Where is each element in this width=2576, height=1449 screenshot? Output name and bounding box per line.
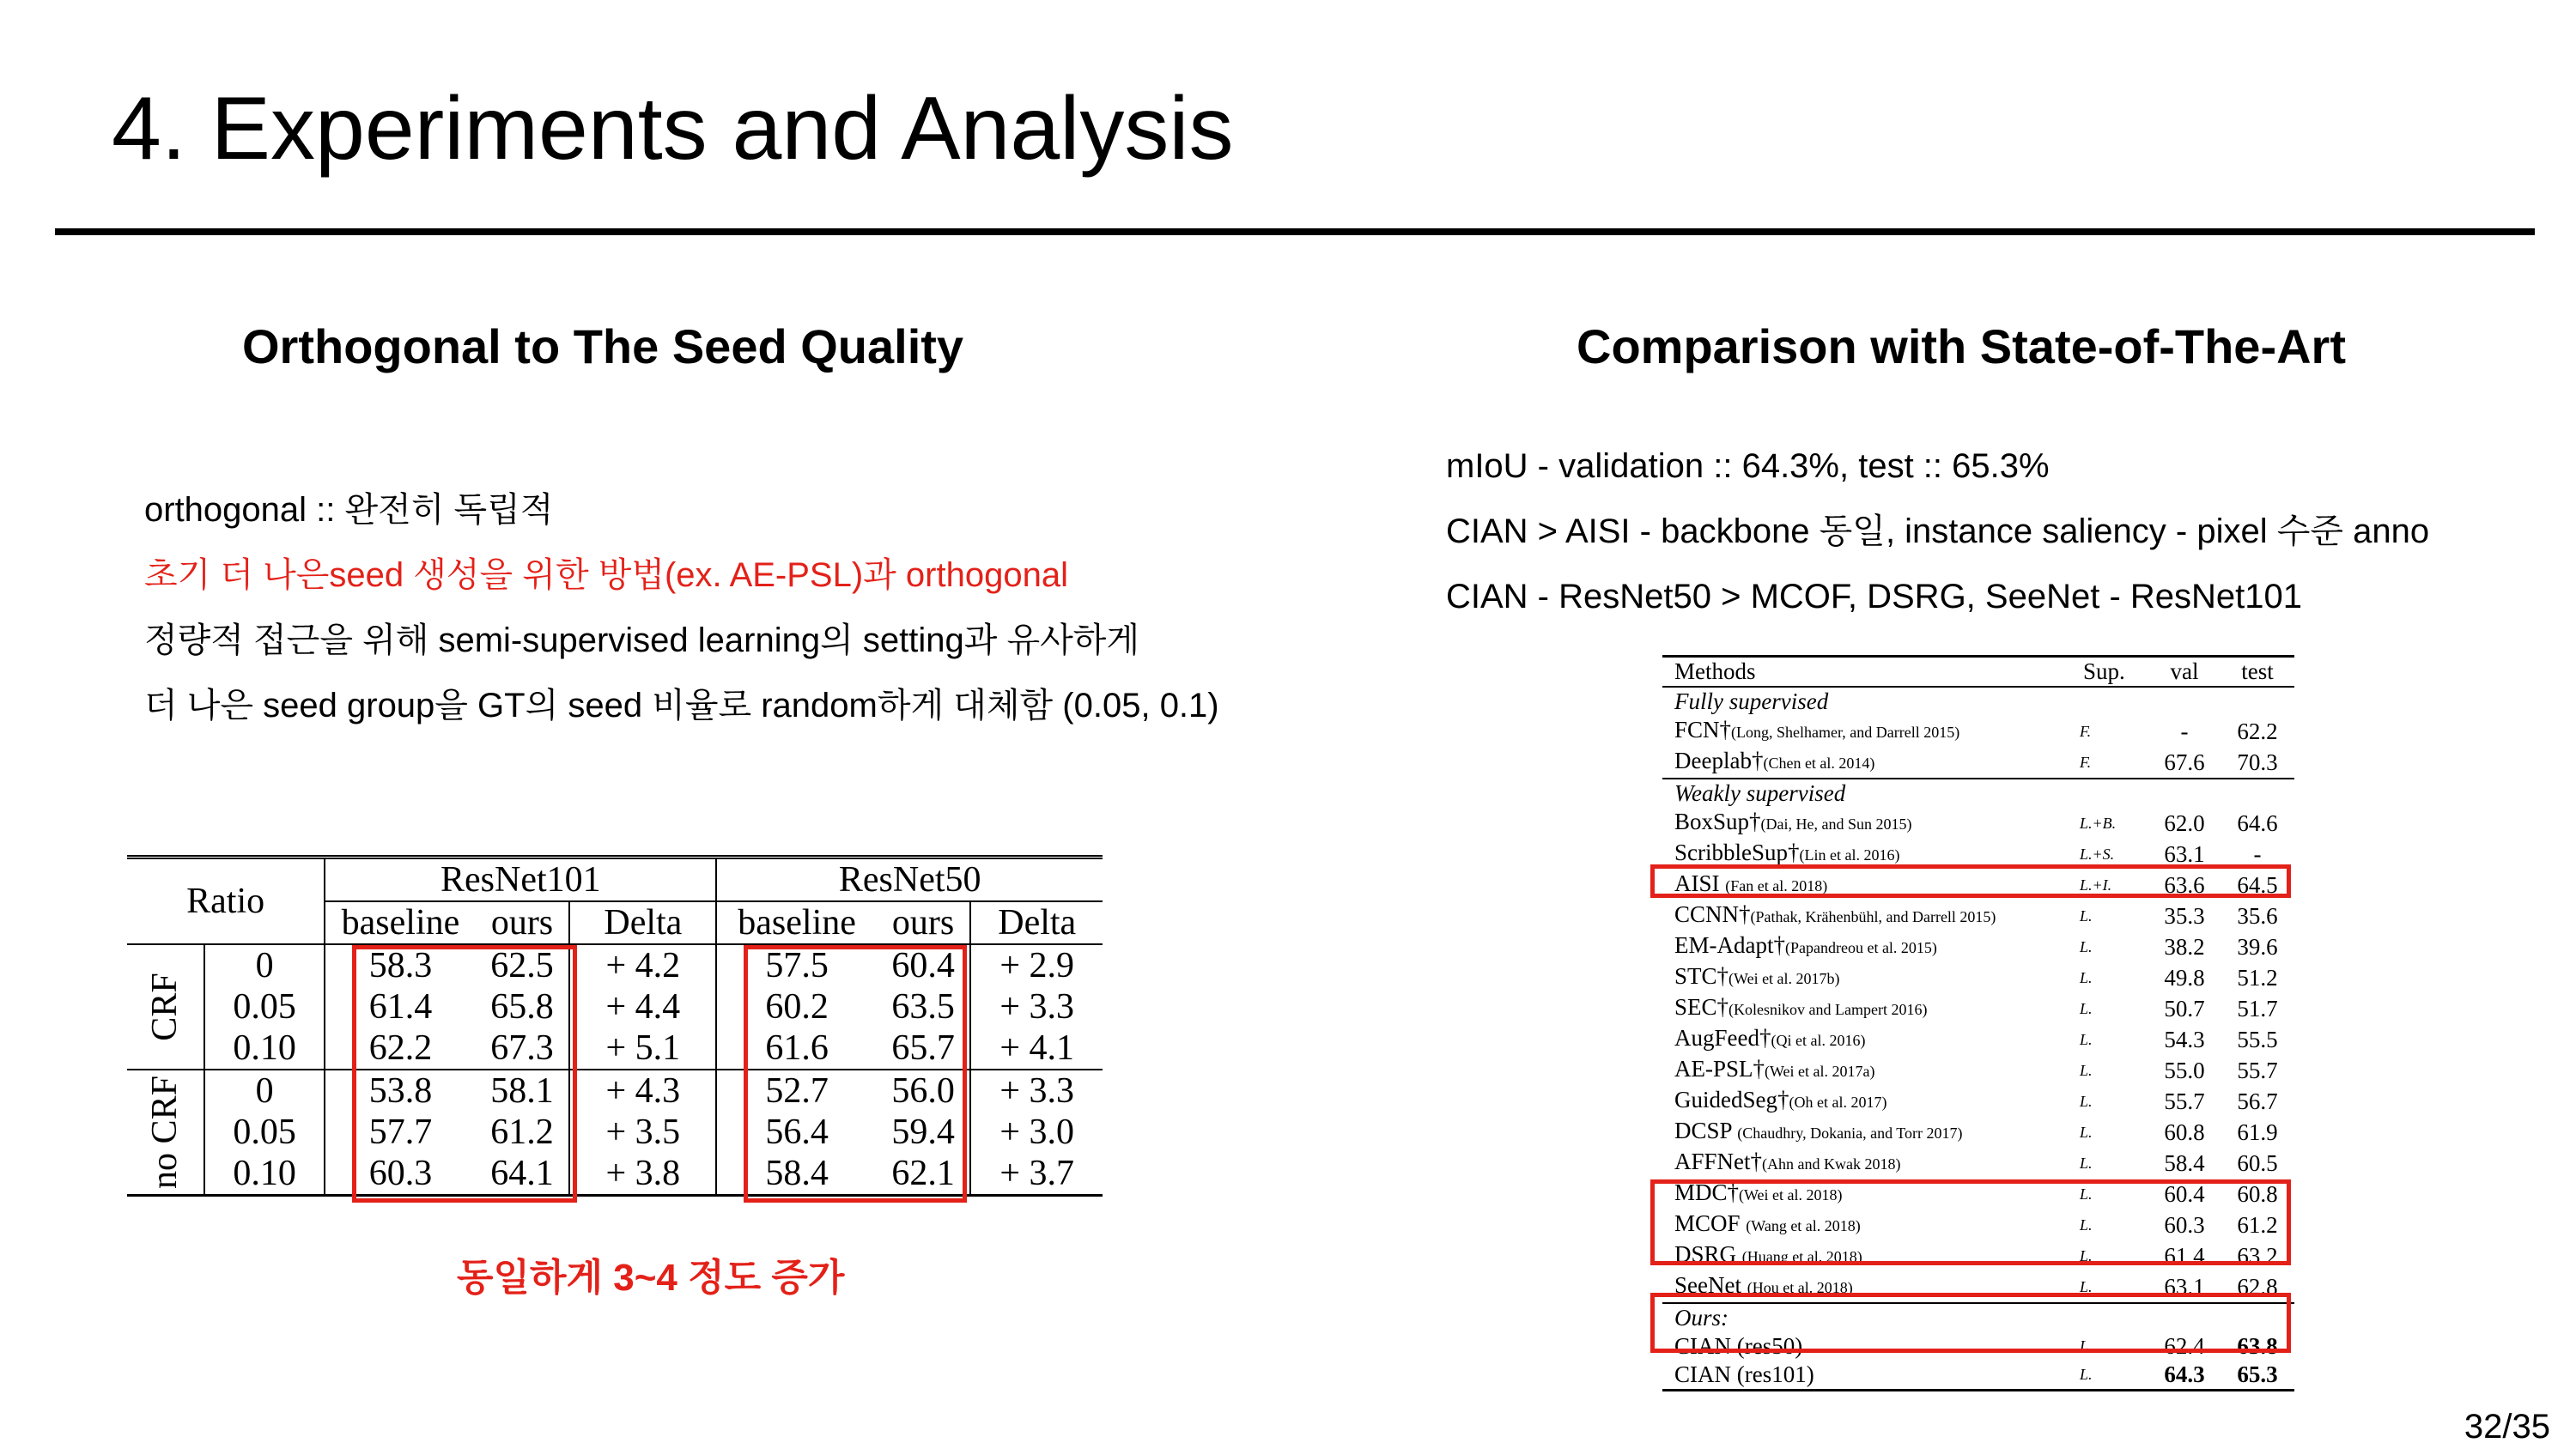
table-row: SEC†(Kolesnikov and Lampert 2016) L. 50.7 51.7: [1674, 994, 2278, 1022]
table-cell: + 2.9: [970, 944, 1103, 986]
table-cell: 59.4: [891, 1113, 955, 1152]
left-section-heading: Orthogonal to The Seed Quality: [242, 319, 964, 373]
table-cell: + 3.3: [970, 1070, 1103, 1112]
right-bullet-text: [1446, 433, 2429, 629]
table-cell: 58.4: [716, 1153, 876, 1196]
resnet101-header: ResNet101: [325, 858, 716, 902]
header-sup: Sup.: [2071, 657, 2148, 688]
table-cell: 56.4: [716, 1112, 876, 1153]
header-val: val: [2148, 657, 2221, 688]
ratio-header: Ratio: [186, 882, 265, 921]
table-cell: + 3.7: [970, 1153, 1103, 1196]
title-divider: [55, 228, 2535, 235]
table-cell: 63.5: [891, 987, 955, 1027]
section-label: Weakly supervised: [1674, 780, 1846, 806]
subheader-delta: Delta: [970, 901, 1103, 944]
table-row: Deeplab†(Chen et al. 2014) F. 67.6 70.3: [1662, 747, 2294, 779]
table-cell: 57.5: [716, 944, 876, 986]
table-cell: 61.2: [490, 1113, 554, 1152]
table-cell: + 3.8: [569, 1153, 716, 1196]
subheader-ours: ours: [891, 903, 955, 943]
table-cell: 60.2: [716, 986, 876, 1028]
table-cell: + 4.3: [569, 1070, 716, 1112]
cian-highlight-box: [1650, 1293, 2291, 1353]
table-cell: 58.1: [490, 1071, 554, 1111]
table-row: ScribbleSup†(Lin et al. 2016) L.+S. 63.1 -: [1674, 840, 2262, 867]
left-bullet-text: [144, 477, 1219, 738]
table-row: BoxSup†(Dai, He, and Sun 2015) L.+B. 62.0 64.6: [1674, 809, 2278, 836]
crf-block-label: CRF: [145, 973, 185, 1041]
table-row: AE-PSL†(Wei et al. 2017a) L. 55.0 55.7: [1674, 1056, 2278, 1083]
table-row: SeeNet (Hou et al. 2018) L. 63.1 62.8: [1662, 1271, 2294, 1303]
left-conclusion-note: 동일하게 3~4 정도 증가: [457, 1257, 845, 1299]
subheader-baseline: baseline: [325, 901, 475, 944]
table-row: AugFeed†(Qi et al. 2016) L. 54.3 55.5: [1674, 1025, 2278, 1052]
table-cell: + 4.4: [569, 986, 716, 1028]
resnet101-highlight-box: [352, 945, 577, 1203]
table-row: CIAN (res101) L. 64.3 65.3: [1662, 1361, 2294, 1391]
table-cell: 65.8: [490, 987, 554, 1027]
subheader-delta: Delta: [569, 901, 716, 944]
slide-title: 4. Experiments and Analysis: [112, 79, 1234, 179]
table-cell: 62.2: [325, 1028, 475, 1070]
table-cell: + 4.2: [569, 944, 716, 986]
table-cell: 64.1: [490, 1154, 554, 1193]
table-cell: 58.3: [325, 944, 475, 986]
header-test: test: [2221, 657, 2294, 688]
table-row: AFFNet†(Ahn and Kwak 2018) L. 58.4 60.5: [1674, 1149, 2278, 1176]
right-line-2: CIAN > AISI - backbone 동일, instance saliency - pixel 수준 anno: [1446, 512, 2430, 550]
table-row: DSRG (Huang et al. 2018) L. 61.4 63.2: [1674, 1241, 2278, 1269]
no-crf-block-label: no CRF: [127, 1070, 204, 1196]
table-cell: 67.3: [490, 1028, 554, 1068]
table-row: MDC†(Wei et al. 2018) L. 60.4 60.8: [1674, 1179, 2278, 1207]
table-cell: 0: [204, 944, 325, 986]
header-methods: Methods: [1662, 657, 2071, 688]
table-cell: 57.7: [325, 1112, 475, 1153]
table-cell: 61.4: [325, 986, 475, 1028]
table-cell: + 3.5: [569, 1112, 716, 1153]
aisi-highlight-box: [1650, 864, 2291, 898]
table-cell: 65.7: [891, 1028, 955, 1068]
section-label: Ours:: [1674, 1305, 1729, 1331]
table-row: CCNN†(Pathak, Krähenbühl, and Darrell 2015) L. 35.3 35.6: [1674, 901, 2278, 929]
right-line-3: CIAN - ResNet50 > MCOF, DSRG, SeeNet - ResNet101: [1446, 578, 2302, 615]
table-cell: 53.8: [325, 1070, 475, 1112]
right-line-1: mIoU - validation :: 64.3%, test :: 65.3%: [1446, 447, 2050, 485]
subheader-baseline: baseline: [716, 901, 876, 944]
table-cell: 60.3: [325, 1153, 475, 1196]
table-cell: 0.10: [204, 1028, 325, 1070]
table-row: EM-Adapt†(Papandreou et al. 2015) L. 38.2 39.6: [1674, 932, 2278, 960]
subheader-ours: ours: [490, 903, 554, 943]
table-cell: 61.6: [716, 1028, 876, 1070]
table-header-row: [1662, 657, 2294, 688]
table-cell: 0: [204, 1070, 325, 1112]
table-cell: + 4.1: [970, 1028, 1103, 1070]
resnet101-methods-highlight-box: [1650, 1179, 2291, 1265]
table-cell: 60.4: [891, 946, 955, 985]
left-line-1: orthogonal :: 완전히 독립적: [144, 491, 554, 529]
resnet50-highlight-box: [744, 945, 967, 1203]
table-row: FCN†(Long, Shelhamer, and Darrell 2015) F. - 62.2: [1674, 717, 2278, 744]
page-number: 32/35: [2464, 1408, 2550, 1446]
left-line-2: 초기 더 나은seed 생성을 위한 방법(ex. AE-PSL)과 orthogonal: [144, 556, 1068, 594]
table-cell: + 3.3: [970, 986, 1103, 1028]
table-cell: + 3.0: [970, 1112, 1103, 1153]
left-line-3: 정량적 접근을 위해 semi-supervised learning의 setting과 유사하게: [144, 621, 1140, 659]
table-cell: 62.1: [891, 1154, 955, 1193]
table-row: MCOF (Wang et al. 2018) L. 60.3 61.2: [1674, 1210, 2278, 1238]
section-label: Fully supervised: [1674, 688, 1829, 714]
table-row: AISI (Fan et al. 2018) L.+I. 63.6 64.5: [1674, 870, 2278, 898]
right-section-heading: Comparison with State-of-The-Art: [1577, 319, 2346, 373]
left-line-4: 더 나은 seed group을 GT의 seed 비율로 random하게 대체함 (0.05, 0.1): [144, 687, 1219, 724]
table-row: GuidedSeg†(Oh et al. 2017) L. 55.7 56.7: [1674, 1087, 2278, 1114]
table-cell: 62.5: [490, 946, 554, 985]
table-cell: 0.10: [204, 1153, 325, 1196]
table-cell: 0.05: [204, 986, 325, 1028]
table-row: STC†(Wei et al. 2017b) L. 49.8 51.2: [1674, 963, 2278, 991]
table-cell: 52.7: [716, 1070, 876, 1112]
table-cell: 0.05: [204, 1112, 325, 1153]
sota-comparison-table: [1662, 655, 2294, 1391]
table-cell: 56.0: [891, 1071, 955, 1111]
table-cell: + 5.1: [569, 1028, 716, 1070]
table-row: DCSP (Chaudhry, Dokania, and Torr 2017) L. 60.8 61.9: [1674, 1118, 2278, 1145]
resnet50-header: ResNet50: [716, 858, 1103, 902]
table-row: CIAN (res50) L. 62.4 63.8: [1674, 1333, 2278, 1359]
